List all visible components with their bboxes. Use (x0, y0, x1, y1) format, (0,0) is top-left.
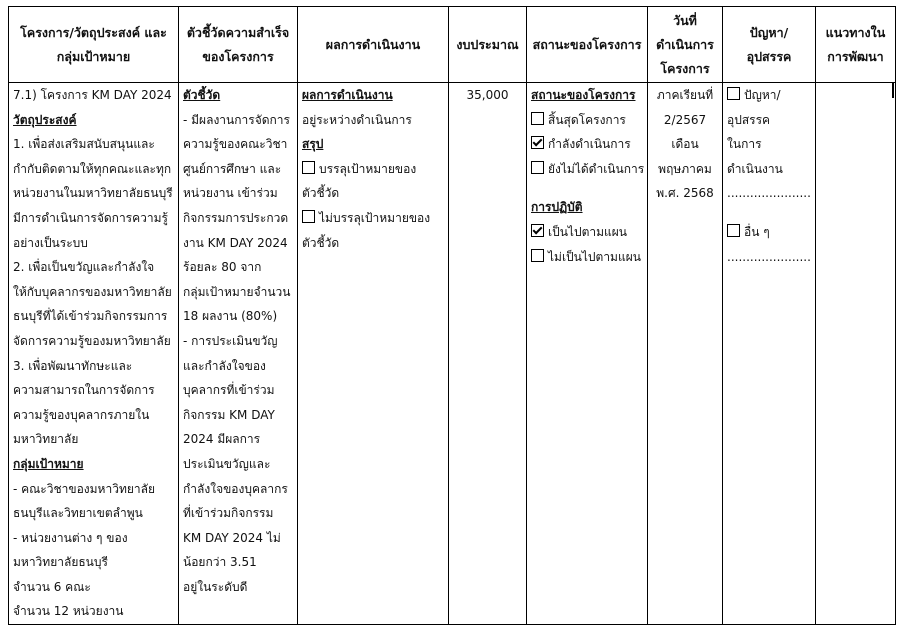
not-achieved-label: ไม่บรรลุเป้าหมายของ (319, 210, 431, 225)
header-text-line: ดำเนินการ (656, 36, 714, 52)
problem-dotted-line: ...................... (727, 186, 811, 201)
problem-label-cont: อุปสรรค (727, 112, 771, 127)
in-progress-checkbox[interactable] (531, 136, 544, 149)
results-status: อยู่ระหว่างดำเนินการ (302, 112, 412, 127)
indicator-line: งาน KM DAY 2024 (183, 235, 288, 250)
objective-line: มีการดำเนินการจัดการความรู้ (13, 210, 168, 225)
status-heading: สถานะของโครงการ (531, 88, 636, 102)
other-dotted-line: ...................... (727, 249, 811, 264)
indicator-line: 2024 มีผลการ (183, 432, 261, 447)
indicator-line: และกำลังใจของ (183, 358, 266, 373)
objective-line: ความสามารถในการจัดการ (13, 383, 155, 398)
objective-line: 3. เพื่อพัฒนาทักษะและ (13, 358, 133, 373)
header-row (9, 7, 896, 83)
target-group-heading: กลุ่มเป้าหมาย (13, 456, 84, 471)
date-line: 2/2567 (663, 112, 707, 127)
objective-line: 1. เพื่อส่งเสริมสนับสนุนและ (13, 137, 155, 152)
header-text-line: โครงการ (660, 60, 710, 76)
achieved-label: บรรลุเป้าหมายของ (319, 161, 417, 176)
problem-option[interactable] (727, 83, 811, 108)
indicator-line: อยู่ในระดับดี (183, 579, 248, 594)
other-label: อื่น ๆ (744, 224, 770, 239)
header-budget: งบประมาณ (449, 7, 527, 83)
objective-line: ธนบุรีที่ได้เข้าร่วมกิจกรรมการ (13, 309, 168, 324)
other-checkbox[interactable] (727, 224, 740, 237)
table-edge-mark (892, 82, 894, 98)
target-group-line: - หน่วยงานต่าง ๆ ของ (13, 530, 128, 545)
header-text-line: อุปสรรค (746, 48, 792, 64)
project-title: 7.1) โครงการ KM DAY 2024 (13, 88, 172, 102)
indicator-line: กำลังใจของบุคลากร (183, 481, 288, 496)
indicator-line: KM DAY 2024 ไม่ (183, 530, 281, 545)
problem-label-cont: ในการ (727, 137, 762, 152)
header-date (648, 7, 723, 83)
results-heading: ผลการดำเนินงาน (302, 88, 393, 102)
spacer (531, 181, 643, 195)
indicator-line: บุคลากรที่เข้าร่วม (183, 383, 275, 398)
other-option[interactable] (727, 220, 811, 245)
cell-indicators (179, 83, 298, 625)
header-text-line: ตัวชี้วัดความสำเร็จ (186, 24, 290, 40)
budget-value: 35,000 (466, 88, 509, 102)
objectives-heading: วัตถุประสงค์ (13, 112, 77, 127)
objective-line: กำกับติดตามให้ทุกคณะและทุก (13, 161, 172, 176)
off-plan-checkbox[interactable] (531, 249, 544, 262)
indicator-line: กิจกรรม KM DAY (183, 407, 275, 422)
indicator-heading: ตัวชี้วัด (183, 88, 221, 102)
date-line: เดือน (671, 137, 699, 152)
indicator-line: หน่วยงาน เข้าร่วม (183, 186, 278, 201)
status-option-finished[interactable] (531, 108, 643, 133)
objective-line: หน่วยงานในมหาวิทยาลัยธนบุรี (13, 186, 173, 201)
objective-line: จัดการความรู้ของมหาวิทยาลัย (13, 333, 171, 348)
achieved-label-cont: ตัวชี้วัด (302, 186, 340, 201)
status-option-not-started[interactable] (531, 157, 643, 182)
indicator-line: ศูนย์การศึกษา และ (183, 161, 282, 176)
objective-line: อย่างเป็นระบบ (13, 235, 88, 250)
header-text-line: ปัญหา/ (749, 24, 789, 40)
indicator-line: ความรู้ของคณะวิชา (183, 137, 288, 152)
in-progress-label: กำลังดำเนินการ (548, 137, 631, 152)
indicator-line: ประเมินขวัญและ (183, 456, 271, 471)
problem-label-cont: ดำเนินงาน (727, 161, 783, 176)
problem-checkbox[interactable] (727, 87, 740, 100)
indicator-line: 18 ผลงาน (80%) (183, 309, 278, 324)
header-development (816, 7, 896, 83)
summary-heading: สรุป (302, 137, 324, 152)
indicator-line: - มีผลงานการจัดการ (183, 112, 290, 127)
on-plan-checkbox[interactable] (531, 224, 544, 237)
indicator-line: กิจกรรมการประกวด (183, 210, 289, 225)
cell-status (527, 83, 648, 625)
objective-line: มหาวิทยาลัย (13, 432, 79, 447)
not-started-label: ยังไม่ได้ดำเนินการ (548, 161, 645, 176)
km-day-project-table (8, 6, 896, 625)
cell-date (648, 83, 723, 625)
header-text-line: วันที่ (673, 12, 697, 28)
date-line: ภาคเรียนที่ (656, 88, 714, 102)
problem-label: ปัญหา/ (744, 88, 781, 102)
indicator-line: ที่เข้าร่วมกิจกรรม (183, 506, 274, 521)
not-started-checkbox[interactable] (531, 161, 544, 174)
not-achieved-checkbox[interactable] (302, 210, 315, 223)
table-row (9, 83, 896, 625)
practice-heading: การปฏิบัติ (531, 200, 583, 215)
indicator-line: - การประเมินขวัญ (183, 333, 278, 348)
header-text-line: การพัฒนา (827, 48, 884, 64)
header-project-objectives (9, 7, 179, 83)
cell-budget (449, 83, 527, 625)
indicator-line: ร้อยละ 80 จาก (183, 260, 262, 275)
target-group-line: จำนวน 12 หน่วยงาน (13, 604, 124, 619)
date-line: พ.ศ. 2568 (656, 186, 714, 201)
achieved-checkbox[interactable] (302, 161, 315, 174)
objective-line: 2. เพื่อเป็นขวัญและกำลังใจ (13, 260, 155, 275)
achieved-option[interactable] (302, 157, 444, 182)
header-problems (723, 7, 816, 83)
header-results: ผลการดำเนินงาน (298, 7, 449, 83)
target-group-line: - คณะวิชาของมหาวิทยาลัย (13, 481, 156, 496)
spacer (727, 206, 811, 220)
indicator-line: กลุ่มเป้าหมายจำนวน (183, 284, 291, 299)
header-text-line: แนวทางใน (825, 24, 886, 40)
target-group-line: มหาวิทยาลัยธนบุรี (13, 555, 108, 570)
objective-line: ให้กับบุคลากรของมหาวิทยาลัย (13, 284, 172, 299)
practice-option-on-plan[interactable] (531, 220, 643, 245)
date-line: พฤษภาคม (658, 161, 712, 176)
cell-problems (723, 83, 816, 625)
target-group-line: จำนวน 6 คณะ (13, 579, 91, 594)
not-achieved-label-cont: ตัวชี้วัด (302, 235, 340, 250)
header-text-line: โครงการ/วัตถุประสงค์ และ (20, 24, 167, 40)
target-group-line: ธนบุรีและวิทยาเขตลำพูน (13, 506, 143, 521)
off-plan-label: ไม่เป็นไปตามแผน (548, 249, 641, 264)
objective-line: ความรู้ของบุคลากรภายใน (13, 407, 150, 422)
header-text-line: กลุ่มเป้าหมาย (56, 48, 131, 64)
finished-label: สิ้นสุดโครงการ (548, 112, 626, 127)
cell-development (816, 83, 896, 625)
header-indicators (179, 7, 298, 83)
cell-project-objectives (9, 83, 179, 625)
finished-checkbox[interactable] (531, 112, 544, 125)
header-text-line: ของโครงการ (202, 48, 274, 64)
header-status: สถานะของโครงการ (527, 7, 648, 83)
status-option-in-progress[interactable] (531, 132, 643, 157)
practice-option-off-plan[interactable] (531, 245, 643, 270)
on-plan-label: เป็นไปตามแผน (548, 224, 627, 239)
indicator-line: น้อยกว่า 3.51 (183, 555, 257, 570)
not-achieved-option[interactable] (302, 206, 444, 231)
cell-results (298, 83, 449, 625)
